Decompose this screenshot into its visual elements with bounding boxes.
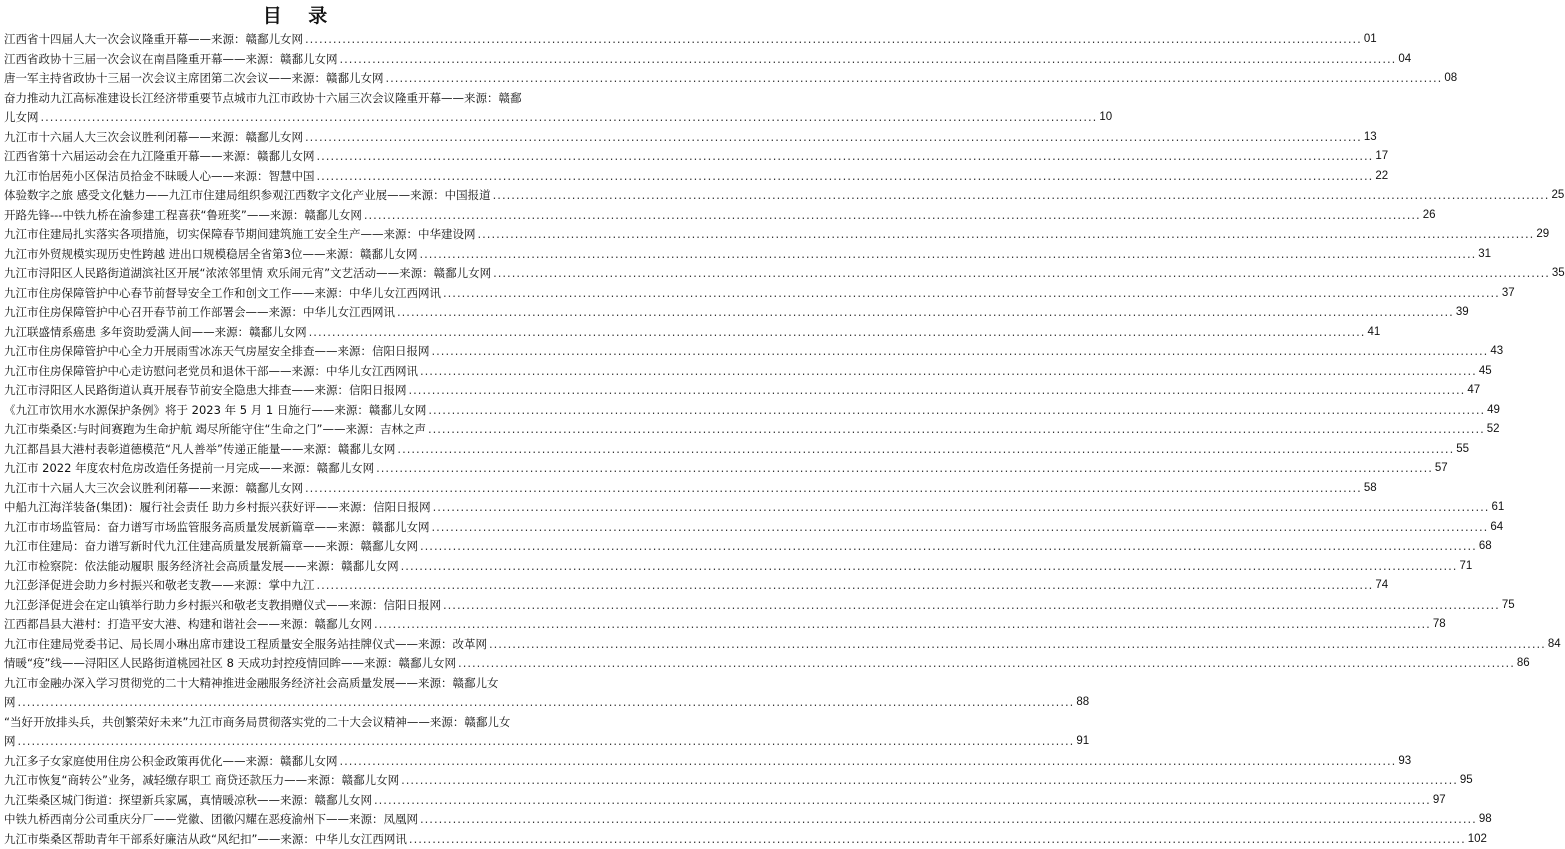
toc-entry[interactable] [4, 576, 596, 596]
dot-leader [441, 284, 1502, 304]
dot-leader [487, 635, 1548, 655]
dot-leader [384, 69, 1445, 89]
toc-entry-page: 95 [1460, 771, 1473, 791]
toc-entry-page: 86 [1517, 654, 1530, 674]
toc-entry-title: 江西都昌县大港村：打造平安大港、构建和谐社会——来源：赣鄱儿女网 [4, 615, 372, 635]
toc-entry-title: 九江市十六届人大三次会议胜利闭幕——来源：赣鄱儿女网 [4, 128, 303, 148]
toc-entry-title: 九江市柴桑区:与时间赛跑为生命护航 竭尽所能守住“生命之门”——来源：吉林之声 [4, 420, 426, 440]
toc-entry-page: 10 [1099, 108, 1112, 128]
dot-leader [491, 186, 1552, 206]
toc-entry-title: 九江市住建局扎实落实各项措施，切实保障春节期间建筑施工安全生产——来源：中华建设网 [4, 225, 476, 245]
toc-entry-page: 13 [1364, 128, 1377, 148]
toc-entry-title-continued: 网 [4, 693, 16, 713]
toc-entry[interactable] [4, 635, 596, 655]
toc-entry[interactable] [4, 771, 596, 791]
toc-entry-title: 体验数字之旅 感受文化魅力——九江市住建局组织参观江西数字文化产业展——来源：中国报道 [4, 186, 491, 206]
toc-entry-page: 102 [1468, 830, 1487, 849]
toc-entry[interactable] [4, 303, 596, 323]
toc-entry-page: 17 [1375, 147, 1388, 167]
toc-entry-page: 71 [1459, 557, 1472, 577]
toc-entry-title: 九江市检察院：依法能动履职 服务经济社会高质量发展——来源：赣鄱儿女网 [4, 557, 399, 577]
dot-leader [39, 108, 1100, 128]
toc-entry-title: 九江市住房保障管护中心走访慰问老党员和退休干部——来源：中华儿女江西网讯 [4, 362, 418, 382]
dot-leader [338, 50, 1399, 70]
toc-entry[interactable] [4, 128, 596, 148]
toc-entry-page: 61 [1491, 498, 1504, 518]
dot-leader [441, 596, 1502, 616]
dot-leader [372, 615, 1433, 635]
toc-title: 目 录 [4, 0, 596, 30]
toc-entry-title: 九江多子女家庭使用住房公积金政策再优化——来源：赣鄱儿女网 [4, 752, 338, 772]
dot-leader [430, 342, 1491, 362]
toc-entry-title: 九江柴桑区城门街道：探望新兵家属，真情暖凉秋——来源：赣鄱儿女网 [4, 791, 372, 811]
toc-entry[interactable] [4, 69, 596, 89]
toc-entry-title: 奋力推动九江高标准建设长江经济带重要节点城市九江市政协十六届三次会议隆重开幕——来源：赣鄱 [4, 89, 596, 109]
toc-entry-page: 64 [1490, 518, 1503, 538]
dot-leader [399, 557, 1460, 577]
toc-entry[interactable] [4, 206, 596, 226]
toc-entry[interactable] [4, 752, 596, 772]
toc-entry-page: 39 [1456, 303, 1469, 323]
dot-leader [395, 440, 1456, 460]
dot-leader [418, 362, 1479, 382]
dot-leader [431, 498, 1492, 518]
toc-list [4, 30, 596, 849]
toc-entry[interactable] [4, 830, 596, 849]
toc-entry-title: 《九江市饮用水水源保护条例》将于 2023 年 5 月 1 日施行——来源：赣鄱儿女网 [4, 401, 426, 421]
toc-entry-page: 47 [1467, 381, 1480, 401]
dot-leader [374, 459, 1435, 479]
toc-entry-page: 75 [1502, 596, 1515, 616]
toc-entry-title: 九江市 2022 年度农村危房改造任务提前一月完成——来源：赣鄱儿女网 [4, 459, 374, 479]
toc-entry[interactable] [4, 186, 596, 206]
toc-entry-page: 49 [1487, 401, 1500, 421]
toc-entry-page: 31 [1478, 245, 1491, 265]
toc-entry[interactable] [4, 596, 596, 616]
dot-leader [315, 167, 1376, 187]
toc-entry-title: 江西省十四届人大一次会议隆重开幕——来源：赣鄱儿女网 [4, 30, 303, 50]
dot-leader [372, 791, 1433, 811]
toc-entry-title: 情暖“疫”线——浔阳区人民路街道桃园社区 8 天成功封控疫情回眸——来源：赣鄱儿女网 [4, 654, 456, 674]
toc-entry-page: 93 [1398, 752, 1411, 772]
dot-leader [456, 654, 1517, 674]
dot-leader [417, 245, 1478, 265]
toc-entry[interactable] [4, 810, 596, 830]
dot-leader [491, 264, 1552, 284]
dot-leader [338, 752, 1399, 772]
toc-entry-title: 江西省政协十三届一次会议在南昌隆重开幕——来源：赣鄱儿女网 [4, 50, 338, 70]
toc-entry[interactable] [4, 674, 596, 713]
toc-entry-title: 九江市浔阳区人民路街道湖滨社区开展“浓浓邻里情 欢乐闹元宵”文艺活动——来源：赣鄱儿女网 [4, 264, 491, 284]
toc-entry-page: 35 [1552, 264, 1565, 284]
toc-entry[interactable] [4, 713, 596, 752]
toc-entry[interactable] [4, 284, 596, 304]
toc-entry-page: 22 [1375, 167, 1388, 187]
toc-entry-title: 九江市住房保障管护中心全力开展雨雪冰冻天气房屋安全排查——来源：信阳日报网 [4, 342, 430, 362]
toc-entry-title: 开路先锋---中铁九桥在渝参建工程喜获“鲁班奖”——来源：赣鄱儿女网 [4, 206, 362, 226]
dot-leader [315, 147, 1376, 167]
dot-leader [418, 810, 1479, 830]
toc-entry-title: 九江市金融办深入学习贯彻党的二十大精神推进金融服务经济社会高质量发展——来源：赣鄱儿女 [4, 674, 596, 694]
toc-entry-title: 九江市怡居苑小区保洁员拾金不昧暖人心——来源：智慧中国 [4, 167, 315, 187]
toc-entry[interactable] [4, 615, 596, 635]
toc-entry-title: 九江市十六届人大三次会议胜利闭幕——来源：赣鄱儿女网 [4, 479, 303, 499]
toc-entry-line2 [4, 732, 596, 752]
dot-leader [303, 128, 1364, 148]
toc-entry-page: 52 [1487, 420, 1500, 440]
toc-entry-page: 26 [1423, 206, 1436, 226]
dot-leader [315, 576, 1376, 596]
dot-leader [407, 381, 1468, 401]
toc-entry-title: 九江彭泽促进会在定山镇举行助力乡村振兴和敬老支教捐赠仪式——来源：信阳日报网 [4, 596, 441, 616]
toc-entry-page: 84 [1548, 635, 1561, 655]
toc-entry-title: 九江都昌县大港村表彰道德模范“凡人善举”传递正能量——来源：赣鄱儿女网 [4, 440, 395, 460]
toc-entry-title: 中船九江海洋装备(集团)：履行社会责任 助力乡村振兴获好评——来源：信阳日报网 [4, 498, 431, 518]
toc-entry-title: 江西省第十六届运动会在九江隆重开幕——来源：赣鄱儿女网 [4, 147, 315, 167]
toc-entry-title: 九江市住建局党委书记、局长周小琳出席市建设工程质量安全服务站挂牌仪式——来源：改革网 [4, 635, 487, 655]
toc-entry-page: 74 [1375, 576, 1388, 596]
dot-leader [362, 206, 1423, 226]
dot-leader [407, 830, 1468, 849]
toc-entry-line2 [4, 693, 596, 713]
toc-entry-page: 91 [1076, 732, 1089, 752]
toc-entry-title-continued: 儿女网 [4, 108, 39, 128]
toc-entry[interactable] [4, 459, 596, 479]
dot-leader [16, 693, 1077, 713]
dot-leader [430, 518, 1491, 538]
toc-entry-title: 九江市住建局：奋力谱写新时代九江住建高质量发展新篇章——来源：赣鄱儿女网 [4, 537, 418, 557]
toc-entry[interactable] [4, 518, 596, 538]
toc-entry[interactable] [4, 30, 596, 50]
toc-entry[interactable] [4, 791, 596, 811]
dot-leader [426, 401, 1487, 421]
toc-entry-line2 [4, 108, 596, 128]
toc-entry-page: 04 [1398, 50, 1411, 70]
toc-entry-page: 37 [1502, 284, 1515, 304]
toc-entry[interactable] [4, 323, 596, 343]
toc-entry[interactable] [4, 420, 596, 440]
toc-entry-page: 97 [1433, 791, 1446, 811]
toc-entry[interactable] [4, 362, 596, 382]
toc-entry-title: 九江市恢复“商转公”业务，减轻缴存职工 商贷还款压力——来源：赣鄱儿女网 [4, 771, 399, 791]
dot-leader [426, 420, 1487, 440]
toc-entry[interactable] [4, 479, 596, 499]
toc-entry-page: 08 [1444, 69, 1457, 89]
toc-entry-page: 01 [1364, 30, 1377, 50]
toc-entry[interactable] [4, 89, 596, 128]
toc-entry[interactable] [4, 245, 596, 265]
toc-entry-page: 43 [1490, 342, 1503, 362]
toc-entry[interactable] [4, 381, 596, 401]
toc-entry[interactable] [4, 264, 596, 284]
dot-leader [16, 732, 1077, 752]
toc-entry[interactable] [4, 50, 596, 70]
toc-entry[interactable] [4, 440, 596, 460]
toc-entry[interactable] [4, 654, 596, 674]
toc-entry-page: 78 [1433, 615, 1446, 635]
toc-entry-page: 55 [1456, 440, 1469, 460]
dot-leader [418, 537, 1479, 557]
toc-entry[interactable] [4, 342, 596, 362]
toc-entry-title: 九江市外贸规模实现历史性跨越 进出口规模稳居全省第3位——来源：赣鄱儿女网 [4, 245, 417, 265]
toc-entry-title: 唐一军主持省政协十三届一次会议主席团第二次会议——来源：赣鄱儿女网 [4, 69, 384, 89]
toc-entry-page: 25 [1551, 186, 1564, 206]
toc-entry-title: 九江市市场监管局：奋力谱写市场监管服务高质量发展新篇章——来源：赣鄱儿女网 [4, 518, 430, 538]
toc-entry-title: 九江联盛情系癌患 多年资助爱满人间——来源：赣鄱儿女网 [4, 323, 307, 343]
toc-entry[interactable] [4, 557, 596, 577]
toc-entry[interactable] [4, 225, 596, 245]
toc-entry-title: 九江市浔阳区人民路街道认真开展春节前安全隐患大排查——来源：信阳日报网 [4, 381, 407, 401]
toc-entry-page: 29 [1536, 225, 1549, 245]
dot-leader [395, 303, 1456, 323]
dot-leader [476, 225, 1537, 245]
toc-entry-title: 九江彭泽促进会助力乡村振兴和敬老支教——来源：掌中九江 [4, 576, 315, 596]
toc-entry-title: 九江市柴桑区帮助青年干部系好廉洁从政“风纪扣”——来源：中华儿女江西网讯 [4, 830, 407, 849]
toc-entry-page: 45 [1479, 362, 1492, 382]
toc-entry-title: 九江市住房保障管护中心召开春节前工作部署会——来源：中华儿女江西网讯 [4, 303, 395, 323]
dot-leader [399, 771, 1460, 791]
toc-entry-title: 九江市住房保障管护中心春节前督导安全工作和创文工作——来源：中华儿女江西网讯 [4, 284, 441, 304]
toc-entry-page: 68 [1479, 537, 1492, 557]
toc-entry[interactable] [4, 401, 596, 421]
toc-entry[interactable] [4, 537, 596, 557]
toc-entry[interactable] [4, 167, 596, 187]
toc-entry-page: 57 [1435, 459, 1448, 479]
toc-entry-page: 98 [1479, 810, 1492, 830]
toc-entry-page: 58 [1364, 479, 1377, 499]
toc-entry-title: 中铁九桥西南分公司重庆分厂——党徽、团徽闪耀在恶疫渝州下——来源：凤凰网 [4, 810, 418, 830]
toc-entry-title: “当好开放排头兵，共创繁荣好未来”九江市商务局贯彻落实党的二十大会议精神——来源：赣鄱儿女 [4, 713, 596, 733]
toc-entry-title-continued: 网 [4, 732, 16, 752]
toc-page [0, 0, 600, 847]
dot-leader [303, 479, 1364, 499]
dot-leader [303, 30, 1364, 50]
dot-leader [307, 323, 1368, 343]
toc-entry-page: 41 [1367, 323, 1380, 343]
toc-entry[interactable] [4, 498, 596, 518]
toc-entry[interactable] [4, 147, 596, 167]
toc-entry-page: 88 [1076, 693, 1089, 713]
